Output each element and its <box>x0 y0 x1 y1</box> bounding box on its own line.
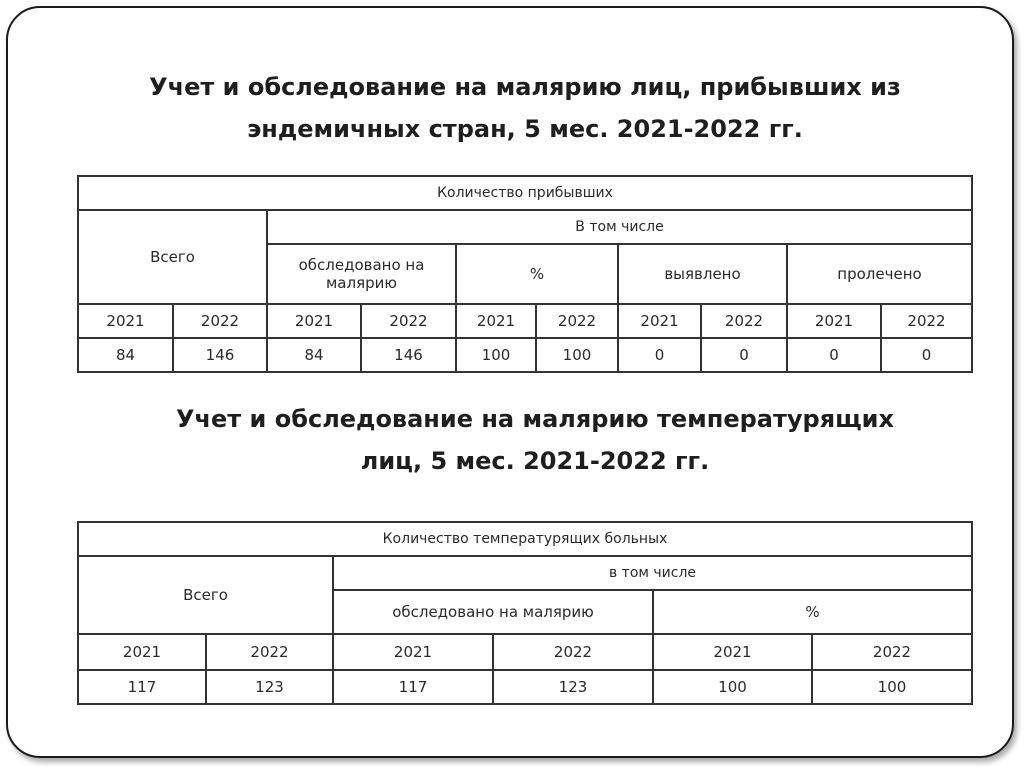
year-cell: 2022 <box>536 304 618 338</box>
value-cell: 84 <box>78 338 173 372</box>
value-cell: 84 <box>267 338 361 372</box>
value-cell: 100 <box>536 338 618 372</box>
value-cell: 146 <box>361 338 456 372</box>
year-cell: 2021 <box>456 304 536 338</box>
value-cell: 123 <box>493 670 653 704</box>
section2-title-line1: Учет и обследование на малярию температурящих <box>176 405 894 433</box>
section1-title-line1: Учет и обследование на малярию лиц, прибывших из <box>149 73 901 101</box>
year-cell: 2022 <box>812 634 972 670</box>
year-cell: 2021 <box>78 304 173 338</box>
value-cell: 123 <box>206 670 333 704</box>
including-header: в том числе <box>333 556 972 590</box>
value-cell: 117 <box>78 670 206 704</box>
year-cell: 2021 <box>78 634 206 670</box>
year-cell: 2022 <box>173 304 267 338</box>
year-cell: 2021 <box>653 634 812 670</box>
group-header-detected: выявлено <box>618 244 787 304</box>
including-header: В том числе <box>267 210 972 244</box>
section2-title-line2: лиц, 5 мес. 2021-2022 гг. <box>360 447 710 475</box>
year-cell: 2021 <box>267 304 361 338</box>
group-header-examined: обследовано на малярию <box>333 590 653 634</box>
value-cell: 0 <box>618 338 701 372</box>
year-cell: 2022 <box>701 304 787 338</box>
value-cell: 100 <box>653 670 812 704</box>
year-cell: 2022 <box>361 304 456 338</box>
group-header-treated: пролечено <box>787 244 972 304</box>
section1-title <box>90 66 960 150</box>
group-header-percent: % <box>653 590 972 634</box>
year-cell: 2021 <box>333 634 493 670</box>
year-cell: 2021 <box>787 304 881 338</box>
value-cell: 0 <box>701 338 787 372</box>
group-header-examined: обследовано на малярию <box>267 244 456 304</box>
year-cell: 2021 <box>618 304 701 338</box>
section1-title-line2: эндемичных стран, 5 мес. 2021-2022 гг. <box>247 115 803 143</box>
value-cell: 117 <box>333 670 493 704</box>
febrile-table <box>77 521 973 705</box>
value-cell: 0 <box>881 338 972 372</box>
value-cell: 100 <box>812 670 972 704</box>
section2-title <box>110 398 960 482</box>
year-cell: 2022 <box>206 634 333 670</box>
value-cell: 146 <box>173 338 267 372</box>
arrivals-table <box>77 175 973 373</box>
value-cell: 100 <box>456 338 536 372</box>
year-cell: 2022 <box>881 304 972 338</box>
value-cell: 0 <box>787 338 881 372</box>
year-cell: 2022 <box>493 634 653 670</box>
table-header-main: Количество температурящих больных <box>78 522 972 556</box>
table-header-main: Количество прибывших <box>78 176 972 210</box>
total-header: Всего <box>78 210 267 304</box>
group-header-percent: % <box>456 244 618 304</box>
total-header: Всего <box>78 556 333 634</box>
